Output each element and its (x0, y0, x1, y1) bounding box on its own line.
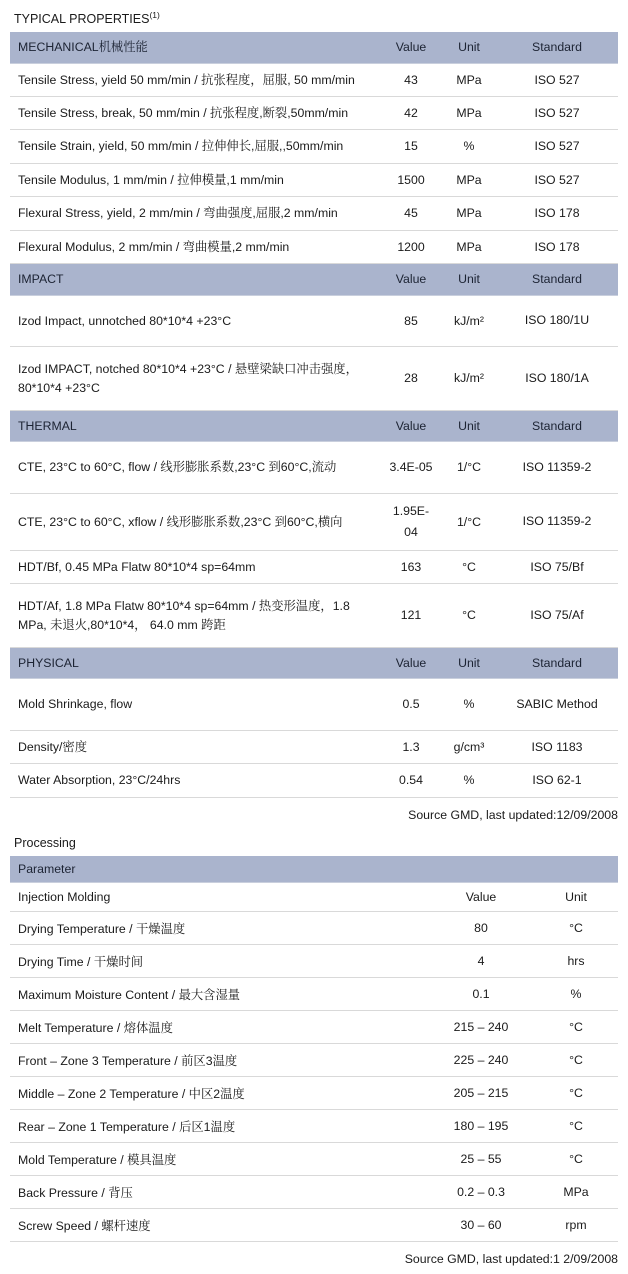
group-header-label: MECHANICAL机械性能 (10, 32, 380, 63)
column-header-value: Value (380, 410, 442, 441)
property-unit: 1/°C (442, 442, 496, 493)
property-standard: ISO 527 (496, 97, 618, 130)
processing-unit: MPa (534, 1175, 618, 1208)
processing-subheader (10, 882, 618, 911)
column-header-value: Value (380, 32, 442, 63)
group-header-physical (10, 647, 618, 678)
table-row (10, 944, 618, 977)
property-name: HDT/Af, 1.8 MPa Flatw 80*10*4 sp=64mm / 热变形温度，1.8 MPa, 未退火,80*10*4， 64.0 mm 跨距 (10, 584, 380, 648)
processing-subheader-name: Injection Molding (10, 882, 428, 911)
typical-properties-title (10, 8, 618, 32)
table-row (10, 1175, 618, 1208)
group-header-thermal (10, 410, 618, 441)
table-row (10, 550, 618, 583)
typical-properties-table (10, 32, 618, 798)
processing-value: 225 – 240 (428, 1043, 534, 1076)
processing-unit: °C (534, 1142, 618, 1175)
table-row (10, 911, 618, 944)
processing-name: Mold Temperature / 模具温度 (10, 1142, 428, 1175)
property-unit: 1/°C (442, 493, 496, 550)
processing-value: 205 – 215 (428, 1076, 534, 1109)
property-value: 1.3 (380, 730, 442, 763)
column-header-unit: Unit (442, 647, 496, 678)
property-unit: g/cm³ (442, 730, 496, 763)
property-value: 15 (380, 130, 442, 163)
property-value: 3.4E-05 (380, 442, 442, 493)
table-row (10, 1076, 618, 1109)
table-row (10, 163, 618, 196)
processing-value: 0.2 – 0.3 (428, 1175, 534, 1208)
processing-table (10, 856, 618, 1242)
processing-subheader-unit: Unit (534, 882, 618, 911)
table-row (10, 1109, 618, 1142)
processing-name: Front – Zone 3 Temperature / 前区3温度 (10, 1043, 428, 1076)
property-name: Izod IMPACT, notched 80*10*4 +23°C / 悬壁梁缺口冲击强度，80*10*4 +23°C (10, 347, 380, 411)
property-name: CTE, 23°C to 60°C, flow / 线形膨胀系数,23°C 到60°C,流动 (10, 442, 380, 493)
processing-name: Middle – Zone 2 Temperature / 中区2温度 (10, 1076, 428, 1109)
property-standard: SABIC Method (496, 679, 618, 730)
property-name: Tensile Strain, yield, 50 mm/min / 拉伸伸长,屈服,,50mm/min (10, 130, 380, 163)
property-unit: % (442, 130, 496, 163)
processing-value: 25 – 55 (428, 1142, 534, 1175)
property-value: 1.95E-04 (380, 493, 442, 550)
table-row (10, 584, 618, 648)
processing-value: 30 – 60 (428, 1208, 534, 1241)
table-row (10, 197, 618, 230)
property-standard: ISO 75/Bf (496, 550, 618, 583)
typical-properties-title-superscript: (1) (149, 10, 160, 20)
column-header-unit: Unit (442, 410, 496, 441)
property-unit: °C (442, 550, 496, 583)
property-name: CTE, 23°C to 60°C, xflow / 线形膨胀系数,23°C 到60°C,横向 (10, 493, 380, 550)
column-header-standard: Standard (496, 32, 618, 63)
column-header-standard: Standard (496, 410, 618, 441)
property-value: 42 (380, 97, 442, 130)
table-row (10, 295, 618, 346)
table-row (10, 977, 618, 1010)
processing-subheader-value: Value (428, 882, 534, 911)
property-standard: ISO 1183 (496, 730, 618, 763)
property-unit: MPa (442, 63, 496, 96)
column-header-unit: Unit (442, 264, 496, 295)
property-unit: MPa (442, 197, 496, 230)
property-name: Tensile Modulus, 1 mm/min / 拉伸模量,1 mm/min (10, 163, 380, 196)
column-header-standard: Standard (496, 647, 618, 678)
processing-name: Drying Time / 干燥时间 (10, 944, 428, 977)
processing-value: 0.1 (428, 977, 534, 1010)
table-row (10, 1043, 618, 1076)
property-standard: ISO 527 (496, 63, 618, 96)
table-row (10, 764, 618, 797)
property-value: 1500 (380, 163, 442, 196)
processing-unit: °C (534, 1109, 618, 1142)
processing-value: 215 – 240 (428, 1010, 534, 1043)
property-unit: MPa (442, 163, 496, 196)
table-row (10, 230, 618, 263)
property-name: Flexural Modulus, 2 mm/min / 弯曲模量,2 mm/min (10, 230, 380, 263)
table-row (10, 347, 618, 411)
group-header-label: PHYSICAL (10, 647, 380, 678)
processing-unit: % (534, 977, 618, 1010)
property-value: 121 (380, 584, 442, 648)
property-unit: kJ/m² (442, 347, 496, 411)
processing-value: 80 (428, 911, 534, 944)
property-unit: % (442, 679, 496, 730)
property-standard: ISO 527 (496, 130, 618, 163)
property-standard: ISO 11359-2 (496, 442, 618, 493)
property-name: Mold Shrinkage, flow (10, 679, 380, 730)
property-unit: MPa (442, 97, 496, 130)
processing-unit: °C (534, 911, 618, 944)
processing-unit: °C (534, 1043, 618, 1076)
table-row (10, 130, 618, 163)
property-name: Izod Impact, unnotched 80*10*4 +23°C (10, 295, 380, 346)
table-row (10, 679, 618, 730)
property-standard: ISO 11359-2 (496, 493, 618, 550)
property-name: Tensile Stress, break, 50 mm/min / 抗张程度,断裂,50mm/min (10, 97, 380, 130)
property-name: Flexural Stress, yield, 2 mm/min / 弯曲强度,屈服,2 mm/min (10, 197, 380, 230)
processing-value: 4 (428, 944, 534, 977)
column-header-value: Value (380, 264, 442, 295)
processing-name: Screw Speed / 螺杆速度 (10, 1208, 428, 1241)
table-row (10, 730, 618, 763)
property-unit: % (442, 764, 496, 797)
property-value: 0.54 (380, 764, 442, 797)
table-row (10, 493, 618, 550)
column-header-standard: Standard (496, 264, 618, 295)
table-row (10, 63, 618, 96)
property-standard: ISO 180/1U (496, 295, 618, 346)
property-value: 43 (380, 63, 442, 96)
processing-unit: °C (534, 1076, 618, 1109)
table-row (10, 1142, 618, 1175)
property-value: 0.5 (380, 679, 442, 730)
processing-name: Rear – Zone 1 Temperature / 后区1温度 (10, 1109, 428, 1142)
property-standard: ISO 180/1A (496, 347, 618, 411)
processing-name: Drying Temperature / 干燥温度 (10, 911, 428, 944)
table-row (10, 442, 618, 493)
property-unit: kJ/m² (442, 295, 496, 346)
property-standard: ISO 178 (496, 197, 618, 230)
property-name: Tensile Stress, yield 50 mm/min / 抗张程度，屈服, 50 mm/min (10, 63, 380, 96)
processing-name: Maximum Moisture Content / 最大含湿量 (10, 977, 428, 1010)
group-header-impact (10, 264, 618, 295)
table-row (10, 97, 618, 130)
processing-title: Processing (14, 835, 76, 850)
property-standard: ISO 62-1 (496, 764, 618, 797)
property-value: 85 (380, 295, 442, 346)
column-header-unit: Unit (442, 32, 496, 63)
property-name: Water Absorption, 23°C/24hrs (10, 764, 380, 797)
property-name: HDT/Bf, 0.45 MPa Flatw 80*10*4 sp=64mm (10, 550, 380, 583)
processing-parameter-header (10, 856, 618, 883)
property-unit: °C (442, 584, 496, 648)
typical-properties-source: Source GMD, last updated:12/09/2008 (408, 807, 618, 822)
property-value: 1200 (380, 230, 442, 263)
group-header-label: THERMAL (10, 410, 380, 441)
property-standard: ISO 178 (496, 230, 618, 263)
property-value: 45 (380, 197, 442, 230)
processing-unit: hrs (534, 944, 618, 977)
property-value: 28 (380, 347, 442, 411)
property-unit: MPa (442, 230, 496, 263)
table-row (10, 1010, 618, 1043)
processing-unit: rpm (534, 1208, 618, 1241)
column-header-value: Value (380, 647, 442, 678)
processing-value: 180 – 195 (428, 1109, 534, 1142)
property-value: 163 (380, 550, 442, 583)
property-standard: ISO 75/Af (496, 584, 618, 648)
group-header-label: IMPACT (10, 264, 380, 295)
typical-properties-title-text: TYPICAL PROPERTIES (14, 12, 150, 27)
processing-name: Back Pressure / 背压 (10, 1175, 428, 1208)
processing-unit: °C (534, 1010, 618, 1043)
processing-name: Melt Temperature / 熔体温度 (10, 1010, 428, 1043)
property-standard: ISO 527 (496, 163, 618, 196)
group-header-mechanical (10, 32, 618, 63)
property-name: Density/密度 (10, 730, 380, 763)
processing-source: Source GMD, last updated:1 2/09/2008 (404, 1251, 618, 1266)
table-row (10, 1208, 618, 1241)
processing-parameter-label: Parameter (10, 856, 618, 883)
